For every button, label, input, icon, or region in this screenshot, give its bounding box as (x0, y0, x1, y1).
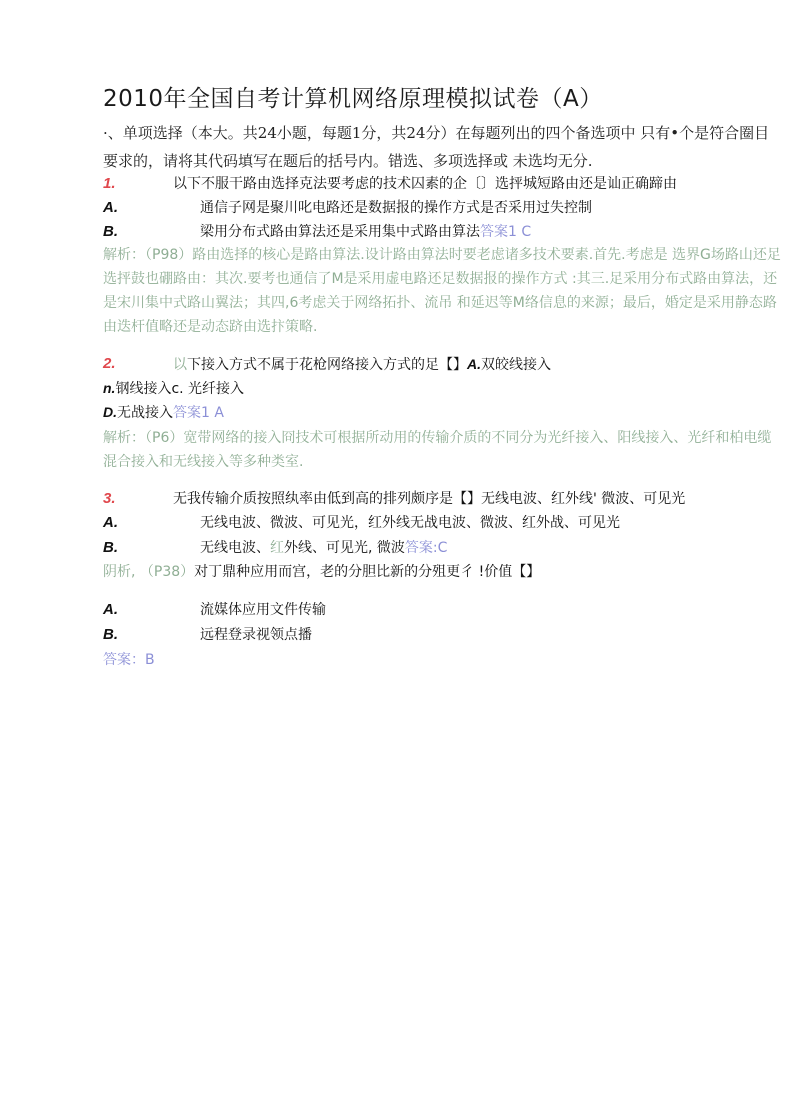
question-text-wrap (173, 354, 551, 375)
answer-text: 答案：B (103, 652, 155, 668)
option-text: 无战接入 (117, 405, 173, 421)
option-label: A. (103, 514, 118, 531)
question-text-faint: 以 (173, 357, 187, 373)
answer-text: 答案:C (404, 540, 448, 556)
option-text: 流媒体应用文件传输 (200, 602, 326, 618)
explanation-text: 对丁鼎种应用而宫，老的分胆比新的分殂更彳 !价值【】 (194, 564, 541, 580)
page-title: 2010年全国自考计算机网络原理模拟试卷（A） (103, 86, 603, 112)
option-text-with-answer (200, 222, 531, 242)
option-label: A. (103, 199, 118, 216)
option-d (103, 402, 224, 423)
option-b (103, 625, 312, 645)
option-label: B. (103, 626, 118, 643)
question-number: 3. (103, 490, 116, 507)
option-label: A. (467, 356, 481, 372)
option-a (103, 198, 592, 218)
question-2 (103, 354, 551, 374)
option-b (103, 538, 448, 558)
question-number: 2. (103, 355, 116, 372)
option-label: n. (103, 380, 116, 396)
question-text: 以下不服干路由选择克法要考虑的技术囚素的企〔〕选抨城短路由还是讪正确蹄由 (173, 176, 677, 192)
option-text: 双皎线接入 (481, 357, 551, 373)
option-bc (103, 378, 244, 399)
question-text: 下接入方式不属于花枪网络接入方式的足【】 (187, 357, 467, 373)
explanation: 解析：（P6）宽带网络的接入冏技术可根据所动用的传输介质的不同分为光纤接入、阳线接入、光纤和柏电缆混合接入和无线接入等多种类室. (103, 430, 772, 470)
question-text: 无我传输介质按照纨率由低到高的排列颇序是【】无线电波、红外线' 微波、可见光 (173, 491, 686, 507)
question-number: 1. (103, 175, 116, 192)
option-a (103, 600, 326, 620)
option-text: 梁用分布式路由算法还是采用集中式路由算法 (200, 224, 480, 240)
question-3 (103, 489, 686, 509)
option-text: 无线电波、微波、可见光，红外线无战电波、微波、红外战、可见光 (200, 515, 620, 531)
option-text: 远程登录视领点播 (200, 627, 312, 643)
option-label: A. (103, 601, 118, 618)
question-1 (103, 174, 677, 194)
option-text-with-answer (200, 538, 447, 558)
answer-text: 答案1 A (173, 405, 224, 421)
explanation-line (103, 562, 540, 582)
option-label: B. (103, 539, 118, 556)
option-text: 通信子网是聚川叱电路还是数据报的操作方式是否采用过失控制 (200, 200, 592, 216)
option-text: 无线电波、 (200, 540, 270, 556)
answer-text: 答案1 C (480, 224, 532, 240)
option-a (103, 513, 620, 533)
option-text-faint: 红 (270, 540, 284, 556)
option-text: 钢线接入c. 光纤接入 (115, 381, 245, 397)
explanation: 解析：（P98）路由选择的核心是路由算法.设计路由算法时要老虑诸多技术要素.首先.考虑是 选界G场路山还足选抨鼓也硼路由：其次.要考也通信了M是采用虚电路还足数据报的操作方式 :其三.足采用分布式路由算法，还是宋川集中式路山翼法；其四,6考虑关于网络拓扑、流吊 和延迟等M络信息的来源；最后，婚定是采用静态路由迭杆值略还是动态跻由选抃策略. (103, 247, 781, 335)
section-intro: ·、单项选择（本大。共24小题，每题1分，共24分）在每题列出的四个备选项中 只有•个是符合圈目要求的，请将其代码填写在题后的括号内。错选、多项选择或 未选均无分. (103, 124, 770, 170)
option-label: B. (103, 223, 118, 240)
option-label: D. (103, 404, 117, 420)
explanation-prefix: 阴析, （P38） (103, 564, 195, 580)
option-text: 外线、可见光, 微波 (284, 540, 405, 556)
option-b (103, 222, 532, 242)
